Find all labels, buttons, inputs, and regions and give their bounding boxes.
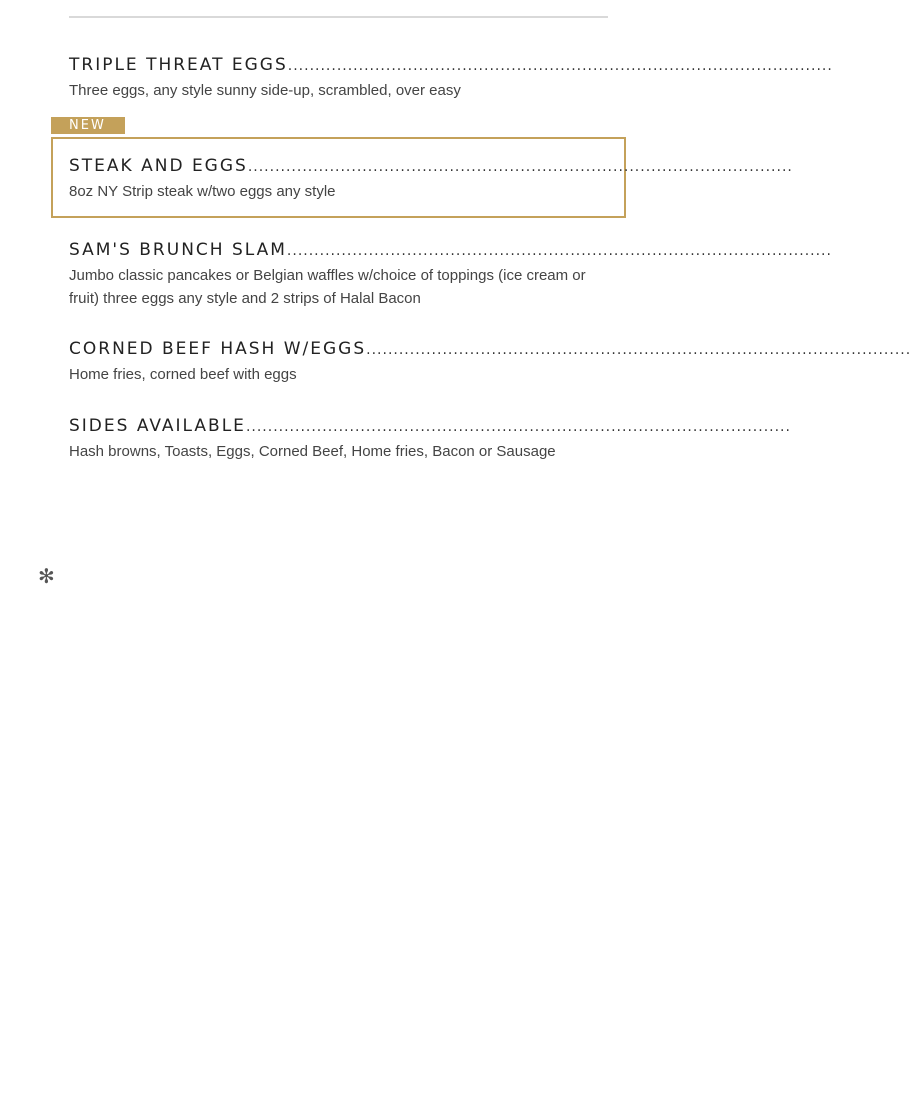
item-description: Hash browns, Toasts, Eggs, Corned Beef, Home fries, Bacon or Sausage [69,443,556,460]
dot-leader: .................................................................................................... [287,58,833,74]
menu-item-sides-available[interactable] [69,416,791,463]
menu-item-corned-beef-hash[interactable] [69,339,911,386]
asterisk-icon: ✻ [38,564,55,588]
item-title-row [69,416,791,440]
item-name: STEAK AND EGGS [69,156,248,176]
item-description: Home fries, corned beef with eggs [69,366,297,383]
item-title-row [69,240,832,264]
item-title-row [69,55,833,79]
item-name: SIDES AVAILABLE [69,416,246,436]
item-name: TRIPLE THREAT EGGS [69,55,288,75]
item-description: Three eggs, any style sunny side-up, scrambled, over easy [69,82,461,99]
menu-item-triple-threat-eggs[interactable] [69,55,833,102]
new-badge: NEW [51,117,125,134]
top-divider [69,16,608,18]
menu-item-steak-and-eggs[interactable] [69,156,793,203]
item-title-row [69,156,793,180]
item-title-row [69,339,911,363]
item-description: Jumbo classic pancakes or Belgian waffles w/choice of toppings (ice cream or fruit) three eggs any style and 2 strips of Halal Bacon [69,267,586,307]
dot-leader: .................................................................................................... [245,419,791,435]
dot-leader: .................................................................................................... [366,342,911,358]
dot-leader: .................................................................................................... [247,159,793,175]
menu-item-sams-brunch-slam[interactable] [69,240,832,310]
item-description: 8oz NY Strip steak w/two eggs any style [69,183,336,200]
dot-leader: .................................................................................................... [286,243,832,259]
item-name: CORNED BEEF HASH W/EGGS [69,339,367,359]
item-name: SAM'S BRUNCH SLAM [69,240,287,260]
